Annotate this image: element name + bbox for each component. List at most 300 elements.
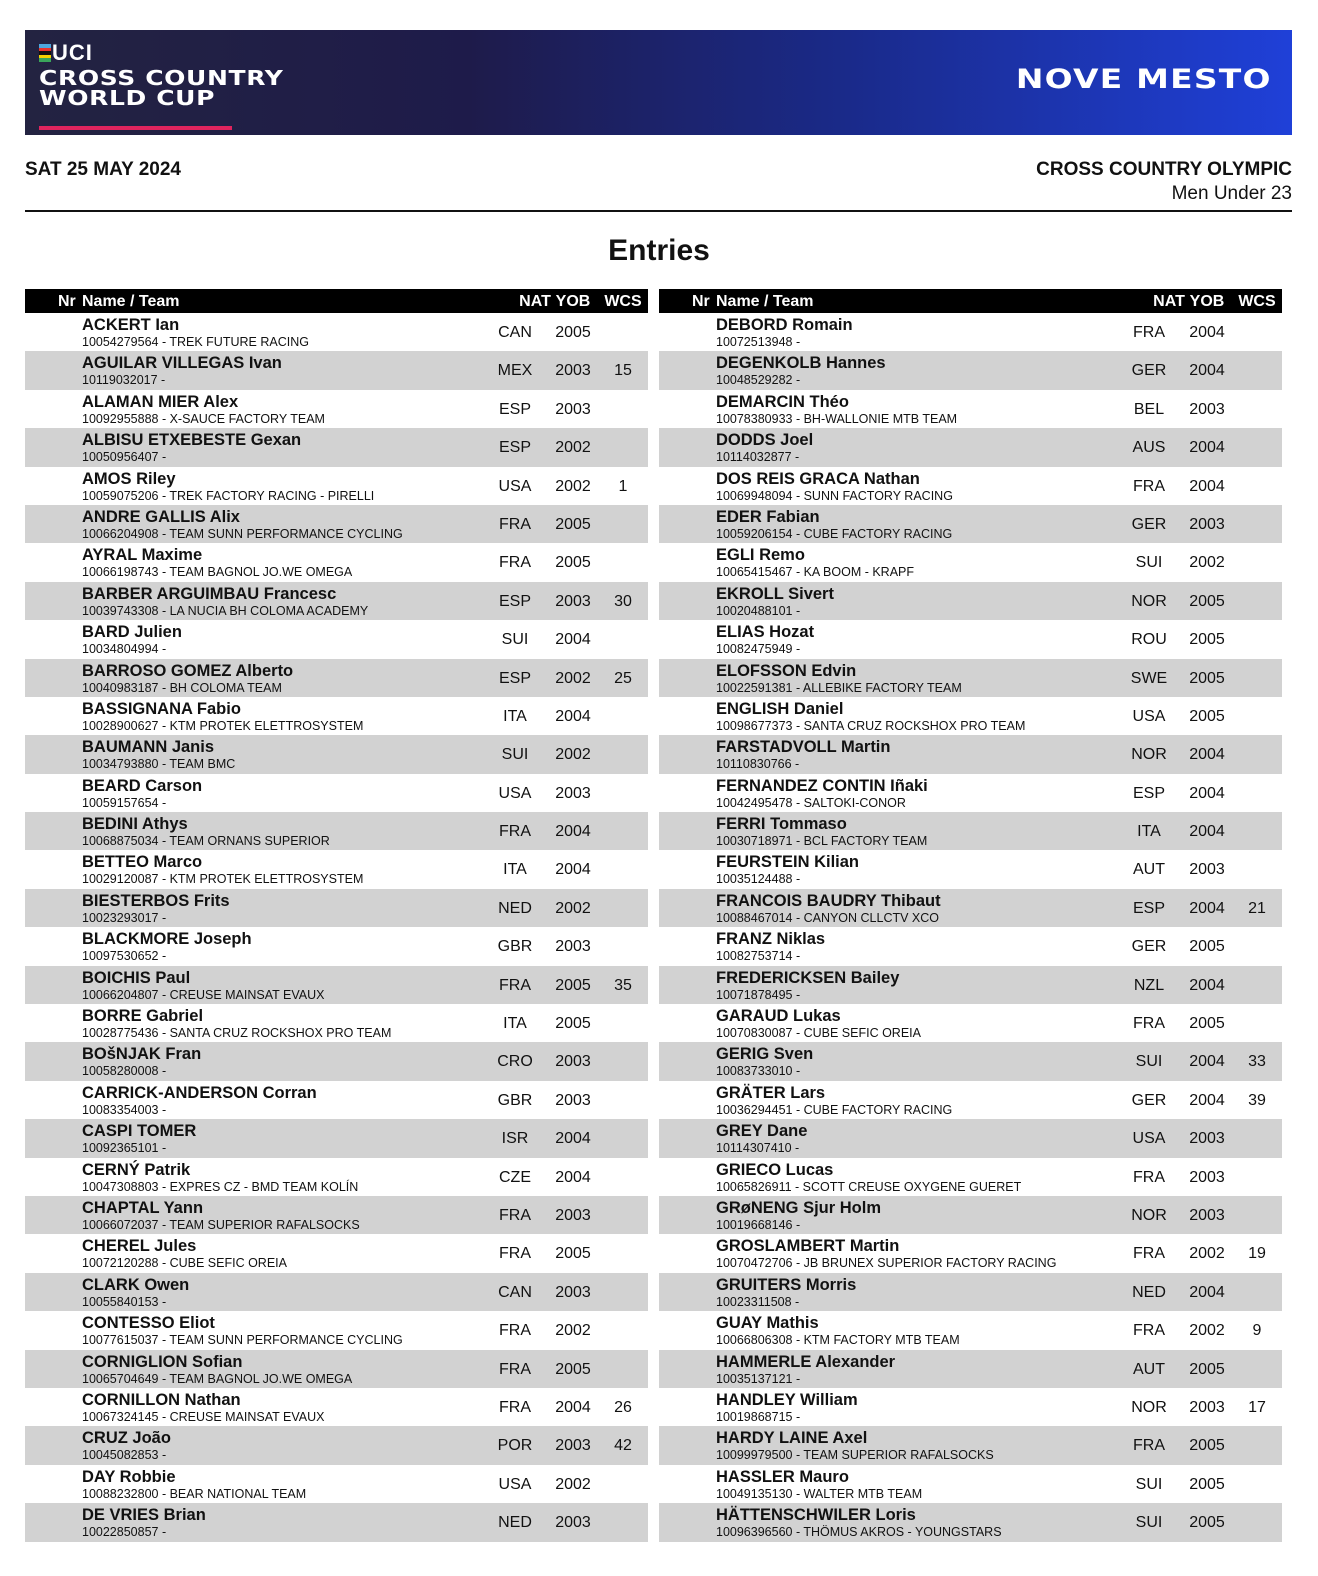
rider-nat: FRA [1133, 1015, 1165, 1033]
table-row [25, 1350, 648, 1388]
table-row [659, 1426, 1282, 1464]
rider-name: GARAUD Lukas [716, 1007, 841, 1026]
rider-wcs: 25 [614, 669, 632, 687]
rider-team: 10114307410 - [716, 1141, 800, 1156]
rider-nat: POR [497, 1437, 533, 1455]
rider-name: CERNÝ Patrik [82, 1160, 191, 1179]
rider-team: 10077615037 - TEAM SUNN PERFORMANCE CYCLING [82, 1333, 403, 1348]
table-row [659, 582, 1282, 620]
page-title: Entries [608, 234, 710, 267]
table-row [25, 1503, 648, 1541]
rider-yob: 2004 [1189, 362, 1225, 380]
rider-yob: 2004 [1189, 477, 1225, 495]
table-header [25, 289, 648, 313]
rider-nat: FRA [499, 1245, 531, 1263]
rider-team: 10083733010 - [716, 1064, 801, 1079]
rider-nat: USA [1132, 1130, 1166, 1148]
rider-yob: 2004 [555, 861, 591, 879]
rider-name: AGUILAR VILLEGAS Ivan [82, 354, 282, 373]
rider-name: GROSLAMBERT Martin [716, 1237, 900, 1256]
rider-nat: SUI [1135, 1053, 1163, 1071]
rider-team: 10028900627 - KTM PROTEK ELETTROSYSTEM [82, 718, 364, 733]
rider-nat: NOR [1131, 746, 1167, 764]
rider-team: 10068875034 - TEAM ORNANS SUPERIOR [82, 834, 330, 849]
table-row [659, 927, 1282, 965]
rider-team: 10110830766 - [716, 757, 800, 772]
rider-yob: 2005 [1189, 1514, 1225, 1532]
uci-cross-country-world-cup-logo [39, 40, 309, 130]
rider-yob: 2004 [555, 631, 591, 649]
rider-name: CHAPTAL Yann [82, 1198, 204, 1217]
rider-name: DE VRIES Brian [82, 1506, 206, 1525]
rider-team: 10088467014 - CANYON CLLCTV XCO [716, 910, 940, 925]
rider-name: FRANZ Niklas [716, 930, 826, 949]
rider-wcs: 26 [614, 1398, 632, 1416]
rider-team: 10049135130 - WALTER MTB TEAM [716, 1486, 923, 1501]
rider-name: GERIG Sven [716, 1045, 814, 1064]
table-row [25, 927, 648, 965]
table-row [659, 1273, 1282, 1311]
rider-yob: 2005 [555, 976, 591, 994]
table-row [659, 1081, 1282, 1119]
rider-nat: ESP [498, 439, 531, 457]
rider-nat: FRA [1133, 1437, 1165, 1455]
rider-nat: ESP [1132, 899, 1165, 917]
rider-nat: BEL [1133, 400, 1165, 418]
rider-yob: 2004 [1189, 324, 1225, 341]
rider-name: GRÄTER Lars [716, 1083, 826, 1102]
rider-nat: GBR [497, 938, 533, 956]
table-row [25, 620, 648, 658]
rider-yob: 2004 [1189, 1283, 1225, 1301]
rider-team: 10065704649 - TEAM BAGNOL JO.WE OMEGA [82, 1371, 353, 1386]
table-row [25, 467, 648, 505]
col-header-wcs: WCS [1238, 293, 1276, 310]
table-row [25, 1119, 648, 1157]
rider-name: BASSIGNANA Fabio [82, 699, 241, 718]
rider-name: AYRAL Maxime [82, 546, 203, 565]
rider-yob: 2004 [1189, 746, 1225, 764]
rider-name: BOICHIS Paul [82, 968, 191, 987]
rider-nat: USA [498, 477, 532, 495]
rider-team: 10114032877 - [716, 450, 800, 465]
rider-name: CRUZ João [82, 1429, 171, 1448]
rider-team: 10066204908 - TEAM SUNN PERFORMANCE CYCLING [82, 526, 403, 541]
rider-name: ENGLISH Daniel [716, 699, 844, 718]
table-row [25, 889, 648, 927]
rider-name: CARRICK-ANDERSON Corran [82, 1083, 317, 1102]
rider-team: 10097530652 - [82, 949, 167, 964]
rider-team: 10078380933 - BH-WALLONIE MTB TEAM [716, 411, 958, 426]
table-row [659, 966, 1282, 1004]
rider-team: 10023311508 - [716, 1294, 800, 1309]
rider-yob: 2004 [555, 823, 591, 841]
rider-wcs: 35 [614, 976, 632, 994]
table-row [659, 1119, 1282, 1157]
rider-yob: 2002 [555, 477, 591, 495]
rider-team: 10065415467 - KA BOOM - KRAPF [716, 565, 915, 580]
table-row [25, 659, 648, 697]
rider-wcs: 1 [618, 477, 628, 495]
table-row [25, 313, 648, 351]
rider-team: 10092365101 - [82, 1141, 167, 1156]
rider-yob: 2003 [555, 1437, 591, 1455]
table-row [659, 1311, 1282, 1349]
rider-nat: CRO [497, 1053, 533, 1071]
rider-team: 10035137121 - [716, 1371, 801, 1386]
venue-title: NOVE MESTO [1016, 64, 1272, 95]
rider-nat: FRA [1133, 1322, 1165, 1340]
rider-yob: 2003 [1189, 1168, 1225, 1186]
col-header-nr: Nr [58, 293, 76, 310]
rider-yob: 2003 [1189, 1398, 1225, 1416]
rider-name: CHEREL Jules [82, 1237, 197, 1256]
rider-nat: FRA [499, 1398, 531, 1416]
rider-nat: SUI [1135, 1514, 1163, 1532]
rider-name: ACKERT Ian [82, 316, 180, 334]
table-row [659, 467, 1282, 505]
rider-team: 10072513948 - [716, 335, 801, 349]
table-row [25, 1004, 648, 1042]
rider-team: 10023293017 - [82, 910, 167, 925]
col-header-nat: NAT [1153, 293, 1185, 310]
rider-yob: 2005 [555, 1015, 591, 1033]
rider-team: 10039743308 - LA NUCIA BH COLOMA ACADEMY [82, 603, 369, 618]
rider-yob: 2005 [1189, 1360, 1225, 1378]
rider-nat: NED [1132, 1283, 1166, 1301]
table-row [25, 1388, 648, 1426]
rider-yob: 2005 [1189, 1475, 1225, 1493]
rider-team: 10048529282 - [716, 373, 801, 388]
rider-name: BARD Julien [82, 623, 182, 642]
rider-nat: NED [498, 899, 532, 917]
table-row [25, 390, 648, 428]
rider-name: BEDINI Athys [82, 815, 188, 834]
table-row [25, 774, 648, 812]
rider-yob: 2004 [555, 707, 591, 725]
rider-nat: FRA [499, 1206, 531, 1224]
rider-team: 10050956407 - [82, 450, 167, 465]
col-header-nat: NAT [519, 293, 551, 310]
rider-name: FRANCOIS BAUDRY Thibaut [716, 891, 941, 910]
table-row [659, 812, 1282, 850]
rider-yob: 2003 [1189, 400, 1225, 418]
rider-yob: 2002 [555, 669, 591, 687]
rider-yob: 2003 [555, 400, 591, 418]
rider-nat: ISR [501, 1130, 529, 1148]
rider-name: GRIECO Lucas [716, 1160, 834, 1179]
rider-team: 10067324145 - CREUSE MAINSAT EVAUX [82, 1409, 325, 1424]
table-row [659, 1503, 1282, 1541]
rider-nat: FRA [499, 1322, 531, 1340]
table-row [25, 351, 648, 389]
rider-yob: 2002 [1189, 1322, 1225, 1340]
rider-team: 10066198743 - TEAM BAGNOL JO.WE OMEGA [82, 565, 353, 580]
table-row [659, 697, 1282, 735]
rider-name: ELOFSSON Edvin [716, 661, 857, 680]
rider-nat: AUS [1132, 439, 1166, 457]
table-row [659, 351, 1282, 389]
rider-name: HAMMERLE Alexander [716, 1352, 896, 1371]
rider-yob: 2003 [555, 592, 591, 610]
rider-nat: NOR [1131, 1398, 1167, 1416]
rider-name: ALAMAN MIER Alex [82, 392, 239, 411]
rider-wcs: 17 [1248, 1398, 1266, 1416]
rider-yob: 2003 [555, 784, 591, 802]
table-row [25, 505, 648, 543]
table-row [25, 582, 648, 620]
rider-yob: 2004 [1189, 439, 1225, 457]
rider-name: DEMARCIN Théo [716, 392, 849, 411]
rider-name: GRUITERS Morris [716, 1275, 857, 1294]
rider-nat: GER [1131, 362, 1167, 380]
rider-yob: 2005 [1189, 707, 1225, 725]
rider-team: 10022850857 - [82, 1525, 167, 1540]
race-date: SAT 25 MAY 2024 [25, 159, 181, 180]
rider-name: DOS REIS GRACA Nathan [716, 469, 920, 488]
rider-team: 10119032017 - [82, 373, 166, 388]
rider-yob: 2003 [555, 1091, 591, 1109]
rider-name: DEGENKOLB Hannes [716, 354, 886, 373]
rider-team: 10045082853 - [82, 1448, 167, 1463]
table-row [659, 774, 1282, 812]
rider-team: 10098677373 - SANTA CRUZ ROCKSHOX PRO TEAM [716, 718, 1026, 733]
table-row [25, 1465, 648, 1503]
rider-nat: ROU [1131, 631, 1167, 649]
rider-name: CORNIGLION Sofian [82, 1352, 243, 1371]
rider-team: 10071878495 - [716, 987, 801, 1002]
rider-yob: 2005 [555, 554, 591, 572]
table-row [659, 1388, 1282, 1426]
rider-name: GUAY Mathis [716, 1314, 819, 1333]
table-row [25, 428, 648, 466]
table-row [659, 1042, 1282, 1080]
rider-name: FERNANDEZ CONTIN Iñaki [716, 776, 928, 795]
rider-name: BLACKMORE Joseph [82, 930, 252, 949]
rider-yob: 2004 [555, 1168, 591, 1186]
rider-yob: 2004 [555, 1130, 591, 1148]
header-divider [25, 210, 1292, 212]
table-row [25, 735, 648, 773]
col-header-name: Name / Team [716, 293, 814, 310]
rider-nat: ITA [1137, 823, 1161, 841]
rider-yob: 2004 [1189, 1091, 1225, 1109]
rider-name: AMOS Riley [82, 469, 176, 488]
rider-nat: ESP [498, 400, 531, 418]
event-banner [25, 30, 1292, 135]
rider-nat: ITA [503, 707, 527, 725]
rider-nat: CAN [498, 324, 532, 341]
rider-yob: 2003 [555, 1514, 591, 1532]
rider-name: EKROLL Sivert [716, 584, 834, 603]
col-header-name: Name / Team [82, 293, 180, 310]
table-row [659, 889, 1282, 927]
rider-wcs: 33 [1248, 1053, 1266, 1071]
rider-nat: ESP [1132, 784, 1165, 802]
rider-name: HÄTTENSCHWILER Loris [716, 1506, 916, 1525]
rider-nat: SWE [1130, 669, 1168, 687]
rider-nat: NZL [1133, 976, 1165, 994]
rider-yob: 2004 [1189, 976, 1225, 994]
table-row [25, 850, 648, 888]
rider-name: BAUMANN Janis [82, 738, 215, 757]
table-body [25, 313, 648, 1542]
rider-wcs: 42 [614, 1437, 632, 1455]
rider-wcs: 30 [614, 592, 632, 610]
rider-nat: FRA [1133, 324, 1165, 341]
rider-team: 10059206154 - CUBE FACTORY RACING [716, 526, 953, 541]
rider-nat: FRA [1133, 1168, 1165, 1186]
rider-name: FREDERICKSEN Bailey [716, 968, 900, 987]
rider-team: 10022591381 - ALLEBIKE FACTORY TEAM [716, 680, 962, 695]
rider-name: DEBORD Romain [716, 316, 853, 334]
table-row [659, 620, 1282, 658]
entries-table-right [659, 289, 1282, 1542]
table-row [659, 1350, 1282, 1388]
rider-name: BIESTERBOS Frits [82, 891, 230, 910]
table-row [659, 543, 1282, 581]
rider-team: 10070472706 - JB BRUNEX SUPERIOR FACTORY RACING [716, 1256, 1057, 1271]
logo-accent-bar [39, 126, 232, 130]
table-body [659, 313, 1282, 1542]
rider-name: ELIAS Hozat [716, 623, 815, 642]
rider-wcs: 19 [1248, 1245, 1266, 1263]
rider-team: 10088232800 - BEAR NATIONAL TEAM [82, 1486, 307, 1501]
rider-name: BEARD Carson [82, 776, 203, 795]
entries-table-left [25, 289, 648, 1542]
rider-nat: GER [1131, 515, 1167, 533]
table-row [25, 697, 648, 735]
table-row [659, 1196, 1282, 1234]
rider-name: DAY Robbie [82, 1467, 176, 1486]
rider-yob: 2004 [1189, 784, 1225, 802]
col-header-yob: YOB [555, 293, 591, 310]
rider-yob: 2004 [1189, 899, 1225, 917]
rider-nat: FRA [499, 554, 531, 572]
rider-nat: SUI [1135, 554, 1163, 572]
table-row [25, 1042, 648, 1080]
table-row [659, 1465, 1282, 1503]
uci-rainbow-stripes-icon [39, 44, 51, 62]
rider-team: 10058280008 - [82, 1064, 167, 1079]
logo-line-world-cup: WORLD CUP [39, 86, 216, 110]
rider-nat: NOR [1131, 1206, 1167, 1224]
rider-name: GREY Dane [716, 1122, 808, 1141]
stripe-green [39, 58, 51, 62]
table-row [659, 313, 1282, 351]
rider-team: 10036294451 - CUBE FACTORY RACING [716, 1102, 953, 1117]
rider-team: 10066072037 - TEAM SUPERIOR RAFALSOCKS [82, 1217, 360, 1232]
rider-nat: AUT [1133, 1360, 1165, 1378]
rider-yob: 2002 [1189, 554, 1225, 572]
table-row [659, 1158, 1282, 1196]
rider-team: 10092955888 - X-SAUCE FACTORY TEAM [82, 411, 325, 426]
rider-nat: NED [498, 1514, 532, 1532]
table-row [25, 966, 648, 1004]
rider-name: FEURSTEIN Kilian [716, 853, 860, 872]
rider-yob: 2005 [1189, 1437, 1225, 1455]
rider-team: 10059157654 - [82, 795, 167, 810]
rider-yob: 2003 [555, 1206, 591, 1224]
rider-yob: 2002 [555, 746, 591, 764]
rider-team: 10034793880 - TEAM BMC [82, 757, 236, 772]
rider-yob: 2005 [555, 1360, 591, 1378]
rider-name: CONTESSO Eliot [82, 1314, 215, 1333]
rider-nat: SUI [1135, 1475, 1163, 1493]
rider-nat: USA [498, 1475, 532, 1493]
rider-nat: MEX [497, 362, 533, 380]
rider-name: ANDRE GALLIS Alix [82, 507, 240, 526]
rider-nat: AUT [1133, 861, 1165, 879]
rider-team: 10059075206 - TREK FACTORY RACING - PIRELLI [82, 488, 375, 503]
rider-yob: 2003 [1189, 861, 1225, 879]
rider-yob: 2002 [1189, 1245, 1225, 1263]
rider-team: 10082475949 - [716, 642, 801, 657]
rider-yob: 2005 [1189, 1015, 1225, 1033]
race-category: Men Under 23 [1171, 183, 1292, 204]
rider-nat: FRA [1133, 477, 1165, 495]
rider-wcs: 9 [1252, 1322, 1262, 1340]
rider-name: EGLI Remo [716, 546, 805, 565]
table-row [25, 1081, 648, 1119]
rider-nat: FRA [499, 1360, 531, 1378]
rider-team: 10019868715 - [716, 1409, 801, 1424]
rider-nat: CAN [498, 1283, 532, 1301]
rider-team: 10040983187 - BH COLOMA TEAM [82, 680, 282, 695]
rider-name: HARDY LAINE Axel [716, 1429, 868, 1448]
rider-team: 10020488101 - [716, 603, 801, 618]
rider-team: 10029120087 - KTM PROTEK ELETTROSYSTEM [82, 872, 364, 887]
table-row [659, 1234, 1282, 1272]
rider-wcs: 39 [1248, 1091, 1266, 1109]
rider-name: FERRI Tommaso [716, 815, 847, 834]
rider-team: 10083354003 - [82, 1102, 167, 1117]
rider-name: BOšNJAK Fran [82, 1045, 202, 1064]
rider-yob: 2004 [1189, 823, 1225, 841]
rider-name: CLARK Owen [82, 1275, 190, 1294]
rider-team: 10099979500 - TEAM SUPERIOR RAFALSOCKS [716, 1448, 994, 1463]
rider-team: 10055840153 - [82, 1294, 167, 1309]
table-row [659, 1004, 1282, 1042]
rider-wcs: 21 [1248, 899, 1266, 917]
table-row [25, 1273, 648, 1311]
rider-name: HANDLEY William [716, 1390, 858, 1409]
rider-nat: ESP [498, 592, 531, 610]
rider-nat: GER [1131, 1091, 1167, 1109]
rider-yob: 2005 [555, 324, 591, 341]
rider-yob: 2004 [555, 1398, 591, 1416]
event-name: CROSS COUNTRY OLYMPIC [1036, 159, 1292, 180]
col-header-yob: YOB [1189, 293, 1225, 310]
col-header-nr: Nr [692, 293, 710, 310]
rider-team: 10065826911 - SCOTT CREUSE OXYGENE GUERET [716, 1179, 1022, 1194]
table-row [25, 1196, 648, 1234]
rider-name: CASPI TOMER [82, 1122, 197, 1141]
table-row [659, 659, 1282, 697]
rider-name: ALBISU ETXEBESTE Gexan [82, 431, 302, 450]
rider-nat: GBR [497, 1091, 533, 1109]
rider-name: HASSLER Mauro [716, 1467, 849, 1486]
rider-team: 10047308803 - EXPRES CZ - BMD TEAM KOLÍN [82, 1179, 359, 1194]
rider-team: 10072120288 - CUBE SEFIC OREIA [82, 1256, 287, 1271]
table-row [659, 428, 1282, 466]
table-row [25, 543, 648, 581]
table-row [659, 505, 1282, 543]
rider-nat: FRA [1133, 1245, 1165, 1263]
rider-name: EDER Fabian [716, 507, 820, 526]
table-header [659, 289, 1282, 313]
rider-yob: 2003 [555, 938, 591, 956]
